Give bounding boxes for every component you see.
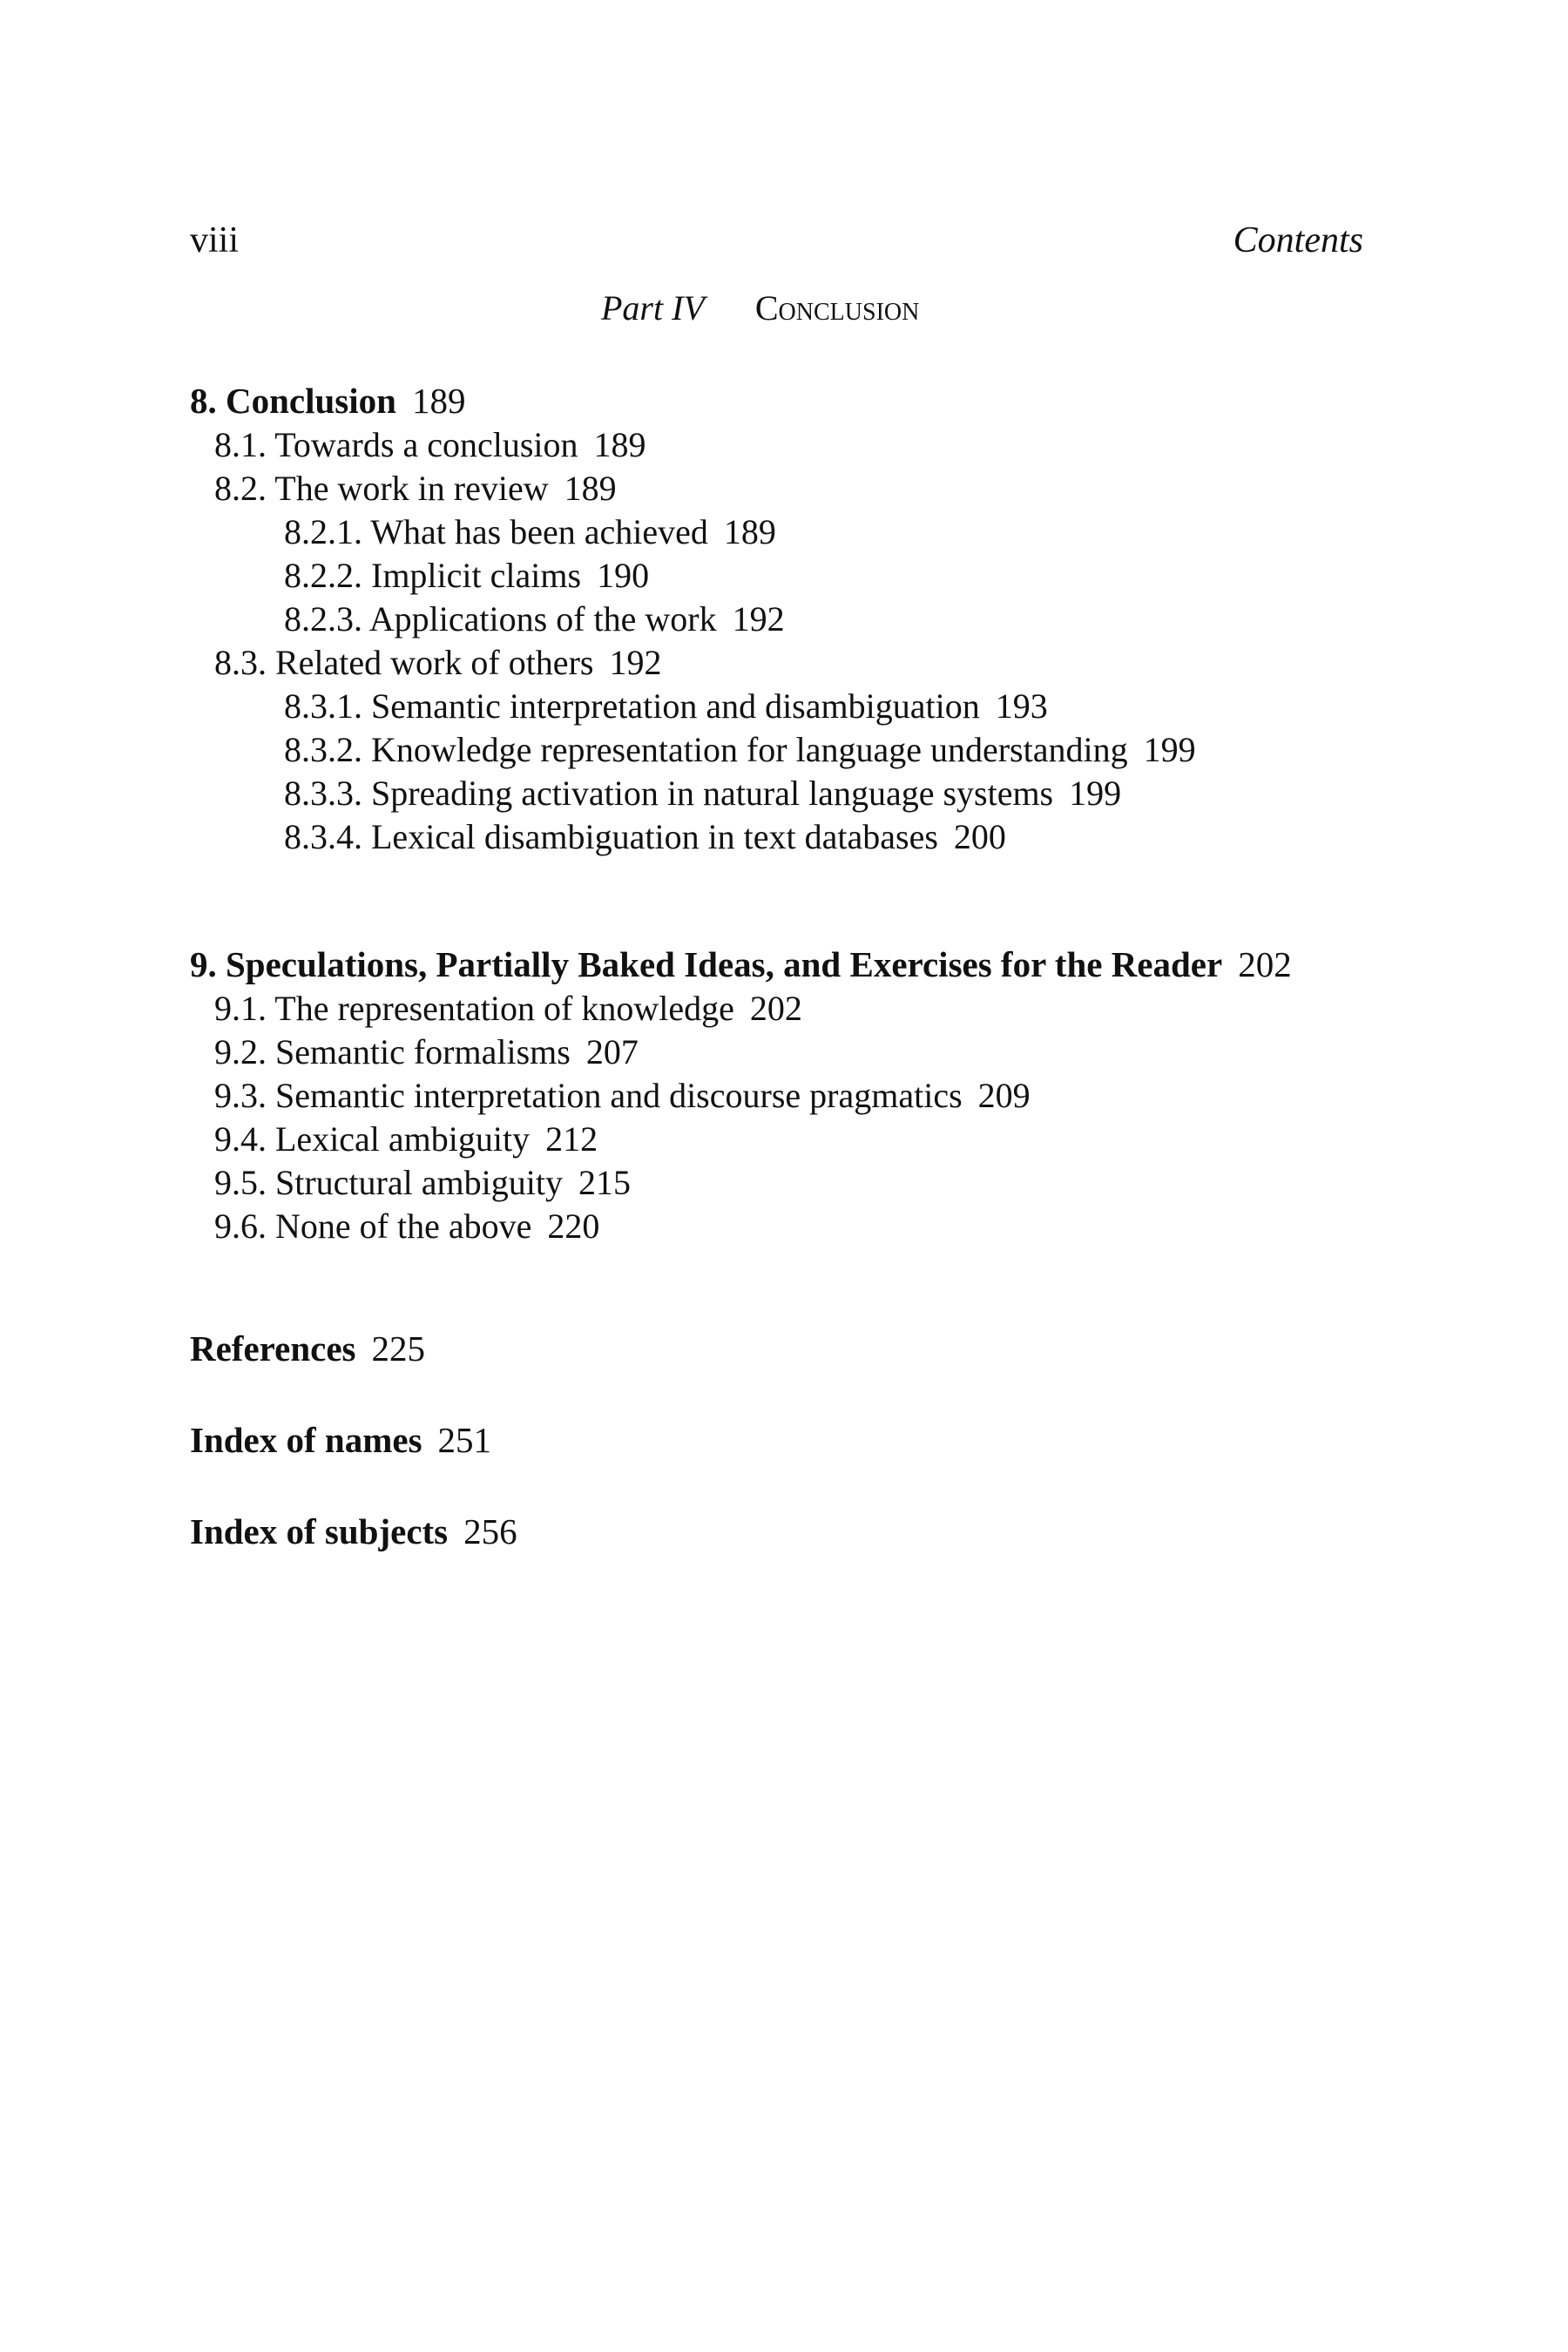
toc-subsection-8-2-2[interactable] <box>284 558 649 593</box>
toc-entry-page: 189 <box>723 512 776 551</box>
toc-entry-title: 8.1. Towards a conclusion <box>214 425 578 464</box>
toc-entry-page: 202 <box>749 989 802 1028</box>
toc-section-9-5[interactable] <box>214 1163 631 1202</box>
toc-entry-title: 9. Speculations, Partially Baked Ideas, and Exercises for the Reader <box>190 944 1223 984</box>
toc-section-8-1[interactable] <box>214 425 646 464</box>
toc-references[interactable] <box>190 1328 425 1369</box>
toc-entry-title: 8.3.3. Spreading activation in natural language systems <box>284 774 1054 813</box>
toc-entry-page: 192 <box>732 599 785 639</box>
toc-subsection-8-3-3[interactable] <box>284 776 1121 811</box>
toc-entry-page: 192 <box>609 643 662 682</box>
toc-subsection-8-2-3[interactable] <box>284 599 785 639</box>
toc-entry-page: 190 <box>597 556 650 595</box>
toc-index-of-subjects[interactable] <box>190 1511 517 1551</box>
part-heading <box>601 287 919 328</box>
toc-entry-title: 8.2.1. What has been achieved <box>284 512 708 551</box>
toc-entry-page: 207 <box>585 1032 639 1071</box>
toc-entry-page: 200 <box>953 817 1006 856</box>
toc-chapter-9[interactable] <box>190 944 1292 984</box>
toc-entry-title: 8.3.4. Lexical disambiguation in text databases <box>284 817 938 856</box>
toc-subsection-8-3-1[interactable] <box>284 686 1048 726</box>
toc-entry-title: 8.2. The work in review <box>214 469 549 508</box>
toc-entry-title: 9.1. The representation of knowledge <box>214 989 734 1028</box>
toc-entry-page: 256 <box>463 1511 517 1551</box>
toc-entry-title: 9.5. Structural ambiguity <box>214 1163 563 1202</box>
toc-entry-title: Index of subjects <box>190 1511 449 1551</box>
toc-index-of-names[interactable] <box>190 1420 492 1460</box>
toc-entry-page: 225 <box>371 1328 425 1369</box>
toc-entry-title: 9.4. Lexical ambiguity <box>214 1119 531 1159</box>
toc-entry-title: Index of names <box>190 1420 422 1460</box>
toc-subsection-8-3-4[interactable] <box>284 817 1006 856</box>
toc-entry-title: 8. Conclusion <box>190 381 396 421</box>
toc-section-9-1[interactable] <box>214 991 802 1026</box>
part-label: Part IV <box>601 288 705 328</box>
toc-entry-title: References <box>190 1328 356 1369</box>
toc-entry-page: 202 <box>1238 944 1292 984</box>
toc-subsection-8-3-2[interactable] <box>284 730 1196 769</box>
toc-section-9-6[interactable] <box>214 1206 600 1246</box>
toc-entry-page: 189 <box>411 381 466 421</box>
toc-entry-page: 199 <box>1143 730 1196 769</box>
toc-entry-page: 189 <box>593 425 646 464</box>
toc-subsection-8-2-1[interactable] <box>284 512 776 551</box>
toc-entry-title: 9.2. Semantic formalisms <box>214 1032 571 1071</box>
toc-chapter-8[interactable] <box>190 383 465 419</box>
toc-entry-title: 8.2.3. Applications of the work <box>284 599 717 639</box>
toc-entry-page: 189 <box>564 469 617 508</box>
toc-entry-page: 220 <box>547 1206 600 1246</box>
toc-section-9-3[interactable] <box>214 1078 1031 1113</box>
toc-entry-page: 209 <box>977 1076 1031 1115</box>
toc-entry-page: 199 <box>1069 774 1122 813</box>
toc-entry-title: 9.3. Semantic interpretation and discourse pragmatics <box>214 1076 963 1115</box>
toc-entry-page: 215 <box>578 1163 631 1202</box>
toc-section-9-2[interactable] <box>214 1032 639 1071</box>
toc-section-9-4[interactable] <box>214 1119 598 1159</box>
toc-entry-title: 8.2.2. Implicit claims <box>284 556 582 595</box>
toc-entry-page: 193 <box>995 686 1048 726</box>
toc-section-8-3[interactable] <box>214 645 661 680</box>
running-head: Contents <box>1233 220 1363 260</box>
toc-section-8-2[interactable] <box>214 471 617 506</box>
toc-entry-title: 8.3.2. Knowledge representation for language understanding <box>284 730 1128 769</box>
toc-entry-title: 9.6. None of the above <box>214 1206 532 1246</box>
toc-entry-title: 8.3. Related work of others <box>214 643 594 682</box>
toc-entry-title: 8.3.1. Semantic interpretation and disambiguation <box>284 686 980 726</box>
page-number: viii <box>190 220 240 260</box>
part-title: Conclusion <box>754 288 920 328</box>
toc-entry-page: 251 <box>437 1420 492 1460</box>
toc-entry-page: 212 <box>545 1119 598 1159</box>
